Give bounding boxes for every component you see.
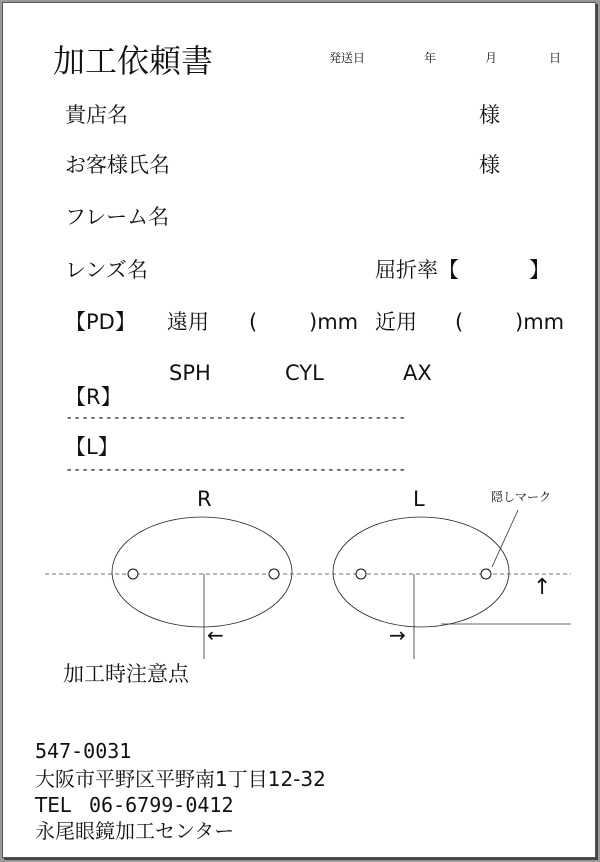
diagram-left-label: L — [413, 487, 425, 511]
pd-far-label: 遠用 — [167, 310, 209, 334]
month-label: 月 — [485, 51, 498, 65]
pd-near-open: ( — [455, 310, 464, 334]
arrow-left-icon: ← — [207, 623, 224, 647]
postal-code: 547-0031 — [35, 739, 132, 763]
pd-label: 【PD】 — [65, 310, 136, 334]
customer-honorific: 様 — [479, 153, 500, 177]
right-lens-mark-right — [269, 569, 279, 579]
sent-date-label: 発送日 — [329, 51, 366, 65]
processing-notes-label: 加工時注意点 — [63, 662, 189, 686]
year-label: 年 — [424, 51, 437, 65]
diagram-right-label: R — [197, 487, 212, 511]
header-cyl: CYL — [285, 361, 324, 385]
left-lens-mark-left — [356, 569, 366, 579]
pd-far-close: )mm — [309, 310, 359, 334]
left-eye-label: 【L】 — [65, 435, 119, 459]
right-lens-outline — [112, 517, 292, 627]
left-lens-mark-right — [481, 569, 491, 579]
phone-number: 06-6799-0412 — [89, 793, 234, 817]
header-sph: SPH — [169, 361, 211, 385]
refractive-index-close: 】 — [529, 258, 550, 282]
form-title: 加工依頼書 — [53, 42, 214, 80]
order-form-page — [2, 2, 596, 858]
street-address: 大阪市平野区平野南1丁目12-32 — [35, 767, 326, 791]
right-eye-label: 【R】 — [65, 385, 122, 409]
lens-diagram — [3, 3, 595, 703]
refractive-index-label: 屈折率【 — [375, 258, 459, 282]
arrow-up-icon: ↑ — [533, 575, 552, 600]
customer-name-label: お客様氏名 — [65, 153, 170, 177]
right-lens-mark-left — [128, 569, 138, 579]
lens-name-label: レンズ名 — [65, 258, 148, 282]
hidden-mark-leader — [492, 510, 518, 567]
arrow-right-icon: → — [389, 623, 406, 647]
day-label: 日 — [549, 51, 562, 65]
store-name-label: 貴店名 — [65, 103, 128, 127]
frame-name-label: フレーム名 — [65, 205, 170, 229]
header-ax: AX — [403, 361, 432, 385]
hidden-mark-label: 隠しマーク — [491, 490, 552, 504]
left-eye-line: ------------------------------------------- — [65, 462, 406, 478]
company-name: 永尾眼鏡加工センター — [35, 819, 235, 843]
tel-prefix: TEL — [35, 793, 71, 817]
pd-far-open: ( — [249, 310, 258, 334]
store-honorific: 様 — [479, 103, 500, 127]
pd-near-label: 近用 — [375, 310, 417, 334]
pd-near-close: )mm — [515, 310, 565, 334]
right-eye-line: ------------------------------------------- — [65, 410, 406, 426]
